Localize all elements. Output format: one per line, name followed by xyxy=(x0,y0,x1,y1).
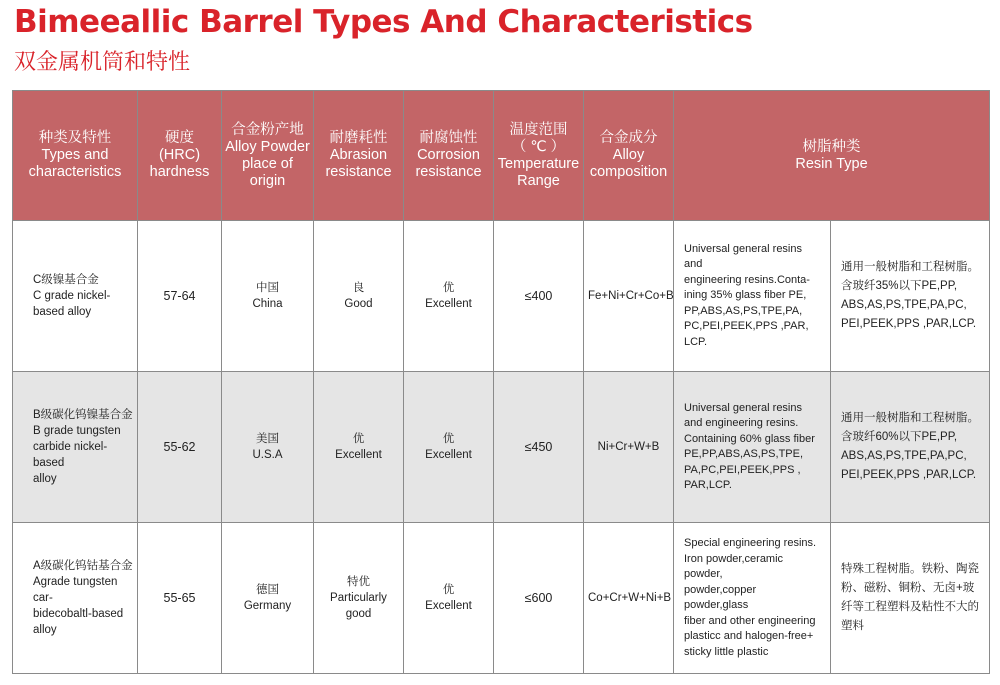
cell-temperature: ≤450 xyxy=(494,372,584,523)
cell-composition: Fe+Ni+Cr+Co+B xyxy=(584,221,674,372)
cell-temperature: ≤400 xyxy=(494,221,584,372)
barrel-types-table xyxy=(12,90,990,674)
cell-resin-cn: 通用一般树脂和工程树脂。 含玻纤35%以下PE,PP, ABS,AS,PS,TPE,PA,PC, PEI,PEEK,PPS ,PAR,LCP. xyxy=(831,221,990,372)
header-hardness: 硬度 (HRC) hardness xyxy=(138,91,222,221)
page-subtitle: 双金属机筒和特性 xyxy=(14,50,191,75)
cell-composition: Ni+Cr+W+B xyxy=(584,372,674,523)
header-resin-type: 树脂种类 Resin Type xyxy=(674,91,990,221)
cell-abrasion: 特优 Particularly good xyxy=(314,523,404,674)
cell-origin: 美国 U.S.A xyxy=(222,372,314,523)
header-composition: 合金成分 Alloy composition xyxy=(584,91,674,221)
cell-resin-en: Universal general resins and engineering resins.Conta- ining 35% glass fiber PE, PP,ABS,AS,PS,TPE,PA, PC,PEI,PEEK,PPS ,PAR, LCP. xyxy=(674,221,831,372)
cell-corrosion: 优 Excellent xyxy=(404,523,494,674)
table-row xyxy=(13,523,990,674)
table-header-row xyxy=(13,91,990,221)
table-row xyxy=(13,372,990,523)
cell-resin-cn: 特殊工程树脂。铁粉、陶瓷 粉、磁粉、铜粉、无卤+玻 纤等工程塑料及粘性不大的 塑料 xyxy=(831,523,990,674)
cell-resin-en: Universal general resins and engineering resins. Containing 60% glass fiber PE,PP,ABS,AS,PS,TPE, PA,PC,PEI,PEEK,PPS , PAR,LCP. xyxy=(674,372,831,523)
cell-corrosion: 优 Excellent xyxy=(404,372,494,523)
cell-temperature: ≤600 xyxy=(494,523,584,674)
cell-corrosion: 优 Excellent xyxy=(404,221,494,372)
cell-type: B级碳化钨镍基合金 B grade tungsten carbide nickel-based alloy xyxy=(13,372,138,523)
page-title: Bimeeallic Barrel Types And Characteristics xyxy=(14,4,753,40)
cell-hardness: 57-64 xyxy=(138,221,222,372)
header-abrasion: 耐磨耗性 Abrasion resistance xyxy=(314,91,404,221)
header-types: 种类及特性 Types and characteristics xyxy=(13,91,138,221)
table-row xyxy=(13,221,990,372)
cell-resin-cn: 通用一般树脂和工程树脂。 含玻纤60%以下PE,PP, ABS,AS,PS,TPE,PA,PC, PEI,PEEK,PPS ,PAR,LCP. xyxy=(831,372,990,523)
cell-hardness: 55-65 xyxy=(138,523,222,674)
cell-hardness: 55-62 xyxy=(138,372,222,523)
cell-resin-en: Special engineering resins. Iron powder,ceramic powder, powder,copper powder,glass fiber and other engineering plasticc and halogen-free+ sticky little plastic xyxy=(674,523,831,674)
cell-origin: 德国 Germany xyxy=(222,523,314,674)
cell-abrasion: 优 Excellent xyxy=(314,372,404,523)
cell-composition: Co+Cr+W+Ni+B xyxy=(584,523,674,674)
cell-abrasion: 良 Good xyxy=(314,221,404,372)
cell-type: C级镍基合金 C grade nickel- based alloy xyxy=(13,221,138,372)
header-temperature: 温度范围 （ ℃ ） Temperature Range xyxy=(494,91,584,221)
cell-type: A级碳化钨钴基合金 Agrade tungsten car- bidecobaltl-based alloy xyxy=(13,523,138,674)
cell-origin: 中国 China xyxy=(222,221,314,372)
header-corrosion: 耐腐蚀性 Corrosion resistance xyxy=(404,91,494,221)
header-origin: 合金粉产地 Alloy Powder place of origin xyxy=(222,91,314,221)
